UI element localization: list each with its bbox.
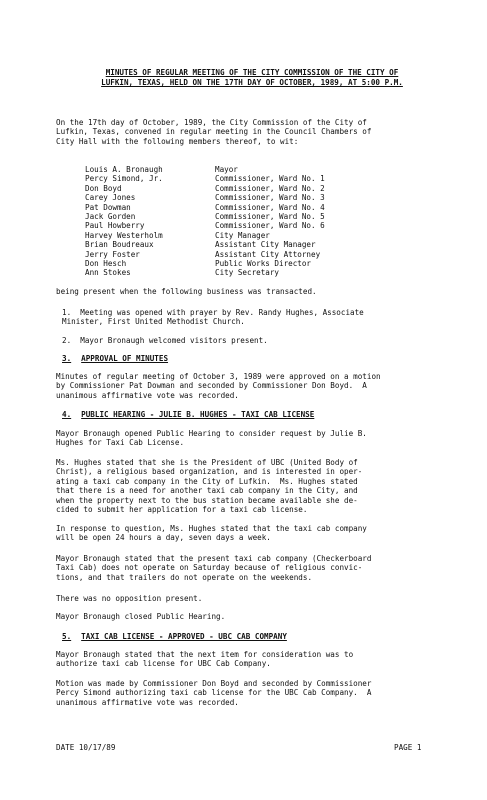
roster-row — [85, 193, 385, 202]
item-4-paragraph-5: There was no opposition present. — [56, 594, 203, 603]
member-name: Ann Stokes — [85, 268, 131, 278]
member-name: Harvey Westerholm — [85, 230, 163, 240]
item-4-paragraph-6: Mayor Bronaugh closed Public Hearing. — [56, 612, 226, 621]
item-1-prayer: 1. Meeting was opened with prayer by Rev. Randy Hughes, Associate Minister, First United Methodist Church. — [62, 308, 364, 327]
roster-row — [85, 240, 385, 249]
member-title: Commissioner, Ward No. 6 — [215, 221, 325, 231]
member-name: Pat Dowman — [85, 202, 131, 212]
member-title: Assistant City Manager — [215, 240, 316, 250]
intro-paragraph: On the 17th day of October, 1989, the City Commission of the City of Lufkin, Texas, convened in regular meeting in the Council Chambers of City Hall with the following members thereof, to wit: — [56, 118, 372, 146]
roster-row — [85, 212, 385, 221]
member-title: Assistant City Attorney — [215, 249, 321, 259]
item-5-heading — [62, 632, 287, 641]
item-2-welcome: 2. Mayor Bronaugh welcomed visitors present. — [62, 336, 268, 345]
roster-row — [85, 203, 385, 212]
member-title: Commissioner, Ward No. 4 — [215, 202, 325, 212]
roster-row — [85, 184, 385, 193]
member-title: Commissioner, Ward No. 1 — [215, 174, 325, 184]
member-name: Brian Boudreaux — [85, 240, 154, 250]
item-4-heading — [62, 410, 314, 419]
member-title: Commissioner, Ward No. 5 — [215, 211, 325, 221]
item-3-title: APPROVAL OF MINUTES — [81, 354, 169, 363]
roster-row — [85, 268, 385, 277]
title-line-1: MINUTES OF REGULAR MEETING OF THE CITY COMMISSION OF THE CITY OF — [105, 68, 399, 77]
item-5-number: 5. — [62, 632, 72, 641]
member-name: Louis A. Bronaugh — [85, 165, 163, 174]
member-title: City Secretary — [215, 268, 280, 278]
member-title: City Manager — [215, 230, 270, 240]
item-5-title: TAXI CAB LICENSE - APPROVED - UBC CAB COMPANY — [81, 632, 287, 641]
member-name: Carey Jones — [85, 193, 136, 203]
item-3-heading — [62, 354, 168, 363]
member-title: Commissioner, Ward No. 3 — [215, 193, 325, 203]
attendance-roster — [85, 165, 385, 278]
member-title: Commissioner, Ward No. 2 — [215, 183, 325, 193]
member-name: Jack Gorden — [85, 211, 136, 221]
member-name: Don Hesch — [85, 258, 127, 268]
member-name: Paul Howberry — [85, 221, 145, 231]
roster-row — [85, 165, 385, 174]
item-5-paragraph-1: Mayor Bronaugh stated that the next item for consideration was to authorize taxi cab license for UBC Cab Company. — [56, 650, 354, 669]
item-4-paragraph-4: Mayor Bronaugh stated that the present taxi cab company (Checkerboard Taxi Cab) does not operate on Saturday because of religious convic- tions, and that trailers do not operate on the weekends. — [56, 554, 372, 582]
roster-row — [85, 174, 385, 183]
being-present-text: being present when the following business was transacted. — [56, 287, 317, 296]
item-3-number: 3. — [62, 354, 72, 363]
footer-date: DATE 10/17/89 — [56, 743, 116, 752]
item-4-paragraph-2: Ms. Hughes stated that she is the President of UBC (United Body of Christ), a religious based organization, and is interested in oper- ating a taxi cab company in the City of Lufkin. Ms. Hughes stated that there is a need for another taxi cab company in the City, and when the property next to the bus station became available she de- cided to submit her application for a taxi cab license. — [56, 458, 363, 515]
member-title: Mayor — [215, 165, 238, 174]
item-4-paragraph-3: In response to question, Ms. Hughes stated that the taxi cab company will be open 24 hours a day, seven days a week. — [56, 524, 367, 543]
member-name: Don Boyd — [85, 183, 122, 193]
item-3-body: Minutes of regular meeting of October 3, 1989 were approved on a motion by Commissioner Pat Dowman and seconded by Commissioner Don Boyd. A unanimous affirmative vote was recorded. — [56, 372, 381, 400]
item-5-paragraph-2: Motion was made by Commissioner Don Boyd and seconded by Commissioner Percy Simond authorizing taxi cab license for the UBC Cab Company. A unanimous affirmative vote was recorded. — [56, 679, 372, 707]
roster-row — [85, 221, 385, 230]
item-4-title: PUBLIC HEARING - JULIE B. HUGHES - TAXI CAB LICENSE — [81, 410, 315, 419]
roster-row — [85, 259, 385, 268]
member-name: Jerry Foster — [85, 249, 140, 259]
member-name: Percy Simond, Jr. — [85, 174, 163, 184]
item-4-number: 4. — [62, 410, 72, 419]
title-line-2: LUFKIN, TEXAS, HELD ON THE 17TH DAY OF OCTOBER, 1989, AT 5:00 P.M. — [101, 78, 403, 87]
member-title: Public Works Director — [215, 258, 312, 268]
roster-row — [85, 250, 385, 259]
footer-page-number: PAGE 1 — [394, 743, 422, 752]
document-title — [62, 68, 442, 88]
roster-row — [85, 231, 385, 240]
item-4-paragraph-1: Mayor Bronaugh opened Public Hearing to consider request by Julie B. Hughes for Taxi Cab License. — [56, 429, 367, 448]
